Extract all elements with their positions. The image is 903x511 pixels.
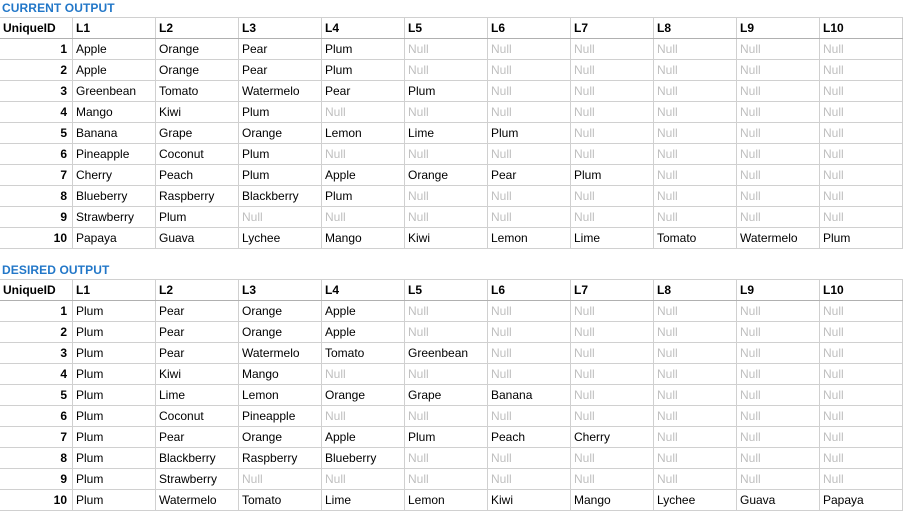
- table-cell[interactable]: Null: [488, 448, 571, 469]
- table-cell[interactable]: Watermelo: [239, 343, 322, 364]
- table-cell[interactable]: Null: [405, 301, 488, 322]
- table-row[interactable]: [0, 385, 903, 406]
- table-cell[interactable]: Null: [571, 322, 654, 343]
- table-cell[interactable]: Watermelo: [156, 490, 239, 511]
- table-cell[interactable]: Null: [654, 207, 737, 228]
- table-cell[interactable]: Null: [405, 102, 488, 123]
- table-cell[interactable]: Null: [571, 39, 654, 60]
- table-cell[interactable]: Plum: [73, 469, 156, 490]
- table-cell[interactable]: Kiwi: [488, 490, 571, 511]
- table-cell[interactable]: Null: [654, 186, 737, 207]
- table-cell[interactable]: Lemon: [488, 228, 571, 249]
- table-cell[interactable]: Null: [405, 39, 488, 60]
- table-cell[interactable]: Pear: [239, 60, 322, 81]
- table-cell[interactable]: Null: [488, 322, 571, 343]
- table-cell[interactable]: Null: [488, 343, 571, 364]
- table-cell[interactable]: Null: [571, 385, 654, 406]
- cell-unique-id[interactable]: 3: [0, 81, 73, 102]
- table-cell[interactable]: Plum: [73, 343, 156, 364]
- table-cell[interactable]: Null: [239, 207, 322, 228]
- column-header[interactable]: L9: [737, 280, 820, 301]
- cell-unique-id[interactable]: 2: [0, 322, 73, 343]
- table-cell[interactable]: Lime: [571, 228, 654, 249]
- table-cell[interactable]: Lemon: [322, 123, 405, 144]
- table-cell[interactable]: Lychee: [239, 228, 322, 249]
- table-row[interactable]: [0, 301, 903, 322]
- table-cell[interactable]: Orange: [239, 427, 322, 448]
- table-row[interactable]: [0, 186, 903, 207]
- table-cell[interactable]: Raspberry: [156, 186, 239, 207]
- table-cell[interactable]: Null: [820, 207, 903, 228]
- column-header[interactable]: L4: [322, 280, 405, 301]
- cell-unique-id[interactable]: 9: [0, 207, 73, 228]
- cell-unique-id[interactable]: 4: [0, 102, 73, 123]
- table-cell[interactable]: Plum: [405, 427, 488, 448]
- table-cell[interactable]: Lime: [405, 123, 488, 144]
- table-cell[interactable]: Peach: [156, 165, 239, 186]
- table-cell[interactable]: Null: [654, 301, 737, 322]
- table-cell[interactable]: Mango: [239, 364, 322, 385]
- table-cell[interactable]: Plum: [571, 165, 654, 186]
- table-cell[interactable]: Null: [654, 322, 737, 343]
- cell-unique-id[interactable]: 6: [0, 406, 73, 427]
- table-cell[interactable]: Null: [571, 364, 654, 385]
- table-cell[interactable]: Null: [405, 207, 488, 228]
- table-cell[interactable]: Banana: [73, 123, 156, 144]
- table-cell[interactable]: Null: [571, 207, 654, 228]
- table-cell[interactable]: Null: [571, 186, 654, 207]
- table-cell[interactable]: Null: [488, 406, 571, 427]
- table-cell[interactable]: Plum: [820, 228, 903, 249]
- table-cell[interactable]: Null: [737, 123, 820, 144]
- cell-unique-id[interactable]: 10: [0, 490, 73, 511]
- cell-unique-id[interactable]: 10: [0, 228, 73, 249]
- table-cell[interactable]: Pear: [156, 322, 239, 343]
- table-cell[interactable]: Tomato: [654, 228, 737, 249]
- table-cell[interactable]: Cherry: [73, 165, 156, 186]
- table-cell[interactable]: Cherry: [571, 427, 654, 448]
- table-cell[interactable]: Null: [737, 39, 820, 60]
- table-cell[interactable]: Null: [654, 39, 737, 60]
- table-cell[interactable]: Null: [820, 448, 903, 469]
- table-cell[interactable]: Guava: [156, 228, 239, 249]
- table-cell[interactable]: Null: [737, 406, 820, 427]
- column-header[interactable]: L1: [73, 18, 156, 39]
- table-row[interactable]: [0, 406, 903, 427]
- table-cell[interactable]: Null: [737, 144, 820, 165]
- cell-unique-id[interactable]: 7: [0, 427, 73, 448]
- cell-unique-id[interactable]: 9: [0, 469, 73, 490]
- table-cell[interactable]: Mango: [322, 228, 405, 249]
- table-row[interactable]: [0, 228, 903, 249]
- table-row[interactable]: [0, 427, 903, 448]
- table-cell[interactable]: Watermelo: [239, 81, 322, 102]
- table-cell[interactable]: Watermelo: [737, 228, 820, 249]
- table-cell[interactable]: Orange: [239, 123, 322, 144]
- table-cell[interactable]: Null: [737, 165, 820, 186]
- table-cell[interactable]: Null: [654, 102, 737, 123]
- table-cell[interactable]: Null: [737, 448, 820, 469]
- table-cell[interactable]: Apple: [322, 427, 405, 448]
- column-header[interactable]: L10: [820, 280, 903, 301]
- table-cell[interactable]: Null: [737, 207, 820, 228]
- column-header[interactable]: L4: [322, 18, 405, 39]
- table-cell[interactable]: Null: [820, 186, 903, 207]
- table-cell[interactable]: Strawberry: [73, 207, 156, 228]
- table-cell[interactable]: Null: [488, 207, 571, 228]
- table-cell[interactable]: Null: [820, 81, 903, 102]
- table-cell[interactable]: Lemon: [405, 490, 488, 511]
- table-row[interactable]: [0, 469, 903, 490]
- table-cell[interactable]: Tomato: [239, 490, 322, 511]
- table-cell[interactable]: Null: [571, 144, 654, 165]
- table-cell[interactable]: Plum: [239, 102, 322, 123]
- table-cell[interactable]: Null: [322, 207, 405, 228]
- column-header[interactable]: L5: [405, 280, 488, 301]
- table-cell[interactable]: Pineapple: [73, 144, 156, 165]
- table-cell[interactable]: Blackberry: [239, 186, 322, 207]
- table-cell[interactable]: Plum: [73, 364, 156, 385]
- table-cell[interactable]: Null: [405, 448, 488, 469]
- column-header[interactable]: L3: [239, 280, 322, 301]
- table-cell[interactable]: Null: [322, 364, 405, 385]
- table-cell[interactable]: Null: [820, 427, 903, 448]
- column-header[interactable]: L1: [73, 280, 156, 301]
- table-cell[interactable]: Pear: [488, 165, 571, 186]
- table-cell[interactable]: Kiwi: [405, 228, 488, 249]
- table-cell[interactable]: Plum: [73, 301, 156, 322]
- cell-unique-id[interactable]: 6: [0, 144, 73, 165]
- table-cell[interactable]: Null: [488, 364, 571, 385]
- table-cell[interactable]: Pear: [156, 301, 239, 322]
- table-row[interactable]: [0, 207, 903, 228]
- table-cell[interactable]: Null: [239, 469, 322, 490]
- table-cell[interactable]: Greenbean: [405, 343, 488, 364]
- table-cell[interactable]: Plum: [73, 406, 156, 427]
- table-cell[interactable]: Apple: [322, 322, 405, 343]
- table-cell[interactable]: Null: [737, 81, 820, 102]
- table-cell[interactable]: Null: [737, 102, 820, 123]
- table-cell[interactable]: Null: [654, 165, 737, 186]
- table-cell[interactable]: Orange: [405, 165, 488, 186]
- column-header[interactable]: L2: [156, 280, 239, 301]
- table-cell[interactable]: Papaya: [73, 228, 156, 249]
- table-cell[interactable]: Null: [571, 102, 654, 123]
- table-cell[interactable]: Null: [654, 427, 737, 448]
- table-cell[interactable]: Null: [737, 301, 820, 322]
- table-cell[interactable]: Greenbean: [73, 81, 156, 102]
- column-header[interactable]: L3: [239, 18, 322, 39]
- table-cell[interactable]: Plum: [156, 207, 239, 228]
- table-cell[interactable]: Apple: [322, 301, 405, 322]
- table-cell[interactable]: Peach: [488, 427, 571, 448]
- table-cell[interactable]: Orange: [322, 385, 405, 406]
- table-cell[interactable]: Pear: [156, 343, 239, 364]
- cell-unique-id[interactable]: 1: [0, 301, 73, 322]
- table-cell[interactable]: Null: [571, 406, 654, 427]
- table-cell[interactable]: Null: [654, 60, 737, 81]
- table-cell[interactable]: Null: [737, 343, 820, 364]
- table-cell[interactable]: Apple: [322, 165, 405, 186]
- table-cell[interactable]: Orange: [239, 322, 322, 343]
- table-header-row: [0, 280, 903, 301]
- table-cell[interactable]: Null: [820, 322, 903, 343]
- data-table: [0, 17, 903, 249]
- table-row[interactable]: [0, 60, 903, 81]
- table-cell[interactable]: Blueberry: [322, 448, 405, 469]
- table-cell[interactable]: Kiwi: [156, 364, 239, 385]
- table-cell[interactable]: Null: [654, 144, 737, 165]
- table-cell[interactable]: Orange: [156, 39, 239, 60]
- column-header[interactable]: L2: [156, 18, 239, 39]
- table-cell[interactable]: Null: [322, 102, 405, 123]
- column-header[interactable]: L6: [488, 280, 571, 301]
- table-cell[interactable]: Mango: [571, 490, 654, 511]
- table-cell[interactable]: Pineapple: [239, 406, 322, 427]
- table-cell[interactable]: Tomato: [322, 343, 405, 364]
- table-cell[interactable]: Null: [820, 385, 903, 406]
- table-row[interactable]: [0, 144, 903, 165]
- table-cell[interactable]: Null: [571, 60, 654, 81]
- table-cell[interactable]: Null: [820, 165, 903, 186]
- column-header[interactable]: L8: [654, 280, 737, 301]
- cell-unique-id[interactable]: 8: [0, 186, 73, 207]
- table-cell[interactable]: Null: [488, 60, 571, 81]
- table-cell[interactable]: Grape: [405, 385, 488, 406]
- table-row[interactable]: [0, 490, 903, 511]
- table-row[interactable]: [0, 343, 903, 364]
- table-cell[interactable]: Plum: [73, 385, 156, 406]
- table-header-row: [0, 18, 903, 39]
- table-row[interactable]: [0, 364, 903, 385]
- cell-unique-id[interactable]: 4: [0, 364, 73, 385]
- section-title: DESIRED OUTPUT: [2, 263, 110, 277]
- table-cell[interactable]: Apple: [73, 39, 156, 60]
- column-header[interactable]: L7: [571, 280, 654, 301]
- table-cell[interactable]: Blueberry: [73, 186, 156, 207]
- table-cell[interactable]: Mango: [73, 102, 156, 123]
- table-row[interactable]: [0, 322, 903, 343]
- table-cell[interactable]: Null: [737, 469, 820, 490]
- table-cell[interactable]: Null: [571, 448, 654, 469]
- table-cell[interactable]: Null: [737, 385, 820, 406]
- table-cell[interactable]: Plum: [239, 144, 322, 165]
- cell-unique-id[interactable]: 8: [0, 448, 73, 469]
- table-cell[interactable]: Strawberry: [156, 469, 239, 490]
- table-cell[interactable]: Apple: [73, 60, 156, 81]
- table-cell[interactable]: Null: [654, 81, 737, 102]
- table-cell[interactable]: Blackberry: [156, 448, 239, 469]
- table-cell[interactable]: Grape: [156, 123, 239, 144]
- table-cell[interactable]: Null: [571, 123, 654, 144]
- table-row[interactable]: [0, 81, 903, 102]
- table-cell[interactable]: Lemon: [239, 385, 322, 406]
- table-cell[interactable]: Null: [322, 406, 405, 427]
- section-title: CURRENT OUTPUT: [2, 1, 115, 15]
- cell-unique-id[interactable]: 1: [0, 39, 73, 60]
- table-cell[interactable]: Null: [322, 144, 405, 165]
- column-header[interactable]: UniqueID: [0, 18, 73, 39]
- table-cell[interactable]: Kiwi: [156, 102, 239, 123]
- table-cell[interactable]: Coconut: [156, 144, 239, 165]
- table-cell[interactable]: Null: [405, 60, 488, 81]
- table-cell[interactable]: Papaya: [820, 490, 903, 511]
- table-cell[interactable]: Null: [654, 123, 737, 144]
- section-spacer: [0, 249, 826, 262]
- table-cell[interactable]: Null: [654, 469, 737, 490]
- table-cell[interactable]: Null: [737, 427, 820, 448]
- table-cell[interactable]: Coconut: [156, 406, 239, 427]
- table-cell[interactable]: Null: [820, 102, 903, 123]
- cell-unique-id[interactable]: 7: [0, 165, 73, 186]
- table-cell[interactable]: Null: [820, 406, 903, 427]
- table-cell[interactable]: Plum: [405, 81, 488, 102]
- column-header[interactable]: L8: [654, 18, 737, 39]
- table-cell[interactable]: Null: [488, 144, 571, 165]
- table-cell[interactable]: Pear: [239, 39, 322, 60]
- cell-unique-id[interactable]: 3: [0, 343, 73, 364]
- table-cell[interactable]: Null: [654, 343, 737, 364]
- table-cell[interactable]: Null: [737, 364, 820, 385]
- table-cell[interactable]: Null: [571, 343, 654, 364]
- table-row[interactable]: [0, 123, 903, 144]
- table-cell[interactable]: Null: [737, 186, 820, 207]
- table-cell[interactable]: Null: [820, 469, 903, 490]
- column-header[interactable]: L10: [820, 18, 903, 39]
- table-cell[interactable]: Null: [488, 102, 571, 123]
- table-cell[interactable]: Lime: [322, 490, 405, 511]
- table-cell[interactable]: Null: [488, 39, 571, 60]
- table-cell[interactable]: Null: [488, 301, 571, 322]
- table-cell[interactable]: Null: [488, 469, 571, 490]
- table-cell[interactable]: Guava: [737, 490, 820, 511]
- table-cell[interactable]: Null: [405, 364, 488, 385]
- table-row[interactable]: [0, 39, 903, 60]
- table-cell[interactable]: Plum: [73, 322, 156, 343]
- output-section: [0, 0, 851, 249]
- table-cell[interactable]: Null: [571, 301, 654, 322]
- table-cell[interactable]: Plum: [322, 39, 405, 60]
- table-cell[interactable]: Orange: [156, 60, 239, 81]
- table-cell[interactable]: Null: [654, 385, 737, 406]
- table-cell[interactable]: Null: [488, 186, 571, 207]
- column-header[interactable]: L9: [737, 18, 820, 39]
- table-cell[interactable]: Null: [820, 343, 903, 364]
- table-cell[interactable]: Null: [571, 469, 654, 490]
- data-table: [0, 279, 903, 511]
- table-cell[interactable]: Plum: [73, 490, 156, 511]
- column-header[interactable]: L5: [405, 18, 488, 39]
- output-section: [0, 262, 864, 511]
- table-row[interactable]: [0, 102, 903, 123]
- table-cell[interactable]: Plum: [73, 427, 156, 448]
- table-cell[interactable]: Null: [322, 469, 405, 490]
- table-cell[interactable]: Null: [571, 81, 654, 102]
- table-cell[interactable]: Null: [820, 144, 903, 165]
- cell-unique-id[interactable]: 5: [0, 123, 73, 144]
- table-row[interactable]: [0, 165, 903, 186]
- table-cell[interactable]: Null: [820, 301, 903, 322]
- table-cell[interactable]: Orange: [239, 301, 322, 322]
- table-row[interactable]: [0, 448, 903, 469]
- table-cell[interactable]: Plum: [488, 123, 571, 144]
- table-cell[interactable]: Null: [488, 81, 571, 102]
- table-cell[interactable]: Lychee: [654, 490, 737, 511]
- table-cell[interactable]: Null: [405, 406, 488, 427]
- table-cell[interactable]: Plum: [322, 60, 405, 81]
- cell-unique-id[interactable]: 2: [0, 60, 73, 81]
- table-cell[interactable]: Raspberry: [239, 448, 322, 469]
- table-cell[interactable]: Null: [820, 123, 903, 144]
- table-cell[interactable]: Banana: [488, 385, 571, 406]
- column-header[interactable]: UniqueID: [0, 280, 73, 301]
- column-header[interactable]: L7: [571, 18, 654, 39]
- table-cell[interactable]: Null: [405, 322, 488, 343]
- table-cell[interactable]: Plum: [73, 448, 156, 469]
- table-cell[interactable]: Plum: [239, 165, 322, 186]
- cell-unique-id[interactable]: 5: [0, 385, 73, 406]
- table-cell[interactable]: Pear: [156, 427, 239, 448]
- table-cell[interactable]: Lime: [156, 385, 239, 406]
- table-cell[interactable]: Null: [737, 60, 820, 81]
- table-cell[interactable]: Null: [405, 469, 488, 490]
- table-cell[interactable]: Null: [820, 39, 903, 60]
- column-header[interactable]: L6: [488, 18, 571, 39]
- table-cell[interactable]: Plum: [322, 186, 405, 207]
- table-cell[interactable]: Pear: [322, 81, 405, 102]
- table-cell[interactable]: Null: [820, 60, 903, 81]
- table-cell[interactable]: Null: [654, 406, 737, 427]
- table-cell[interactable]: Tomato: [156, 81, 239, 102]
- table-cell[interactable]: Null: [405, 186, 488, 207]
- table-cell[interactable]: Null: [820, 364, 903, 385]
- table-cell[interactable]: Null: [737, 322, 820, 343]
- table-cell[interactable]: Null: [405, 144, 488, 165]
- table-cell[interactable]: Null: [654, 448, 737, 469]
- table-cell[interactable]: Null: [654, 364, 737, 385]
